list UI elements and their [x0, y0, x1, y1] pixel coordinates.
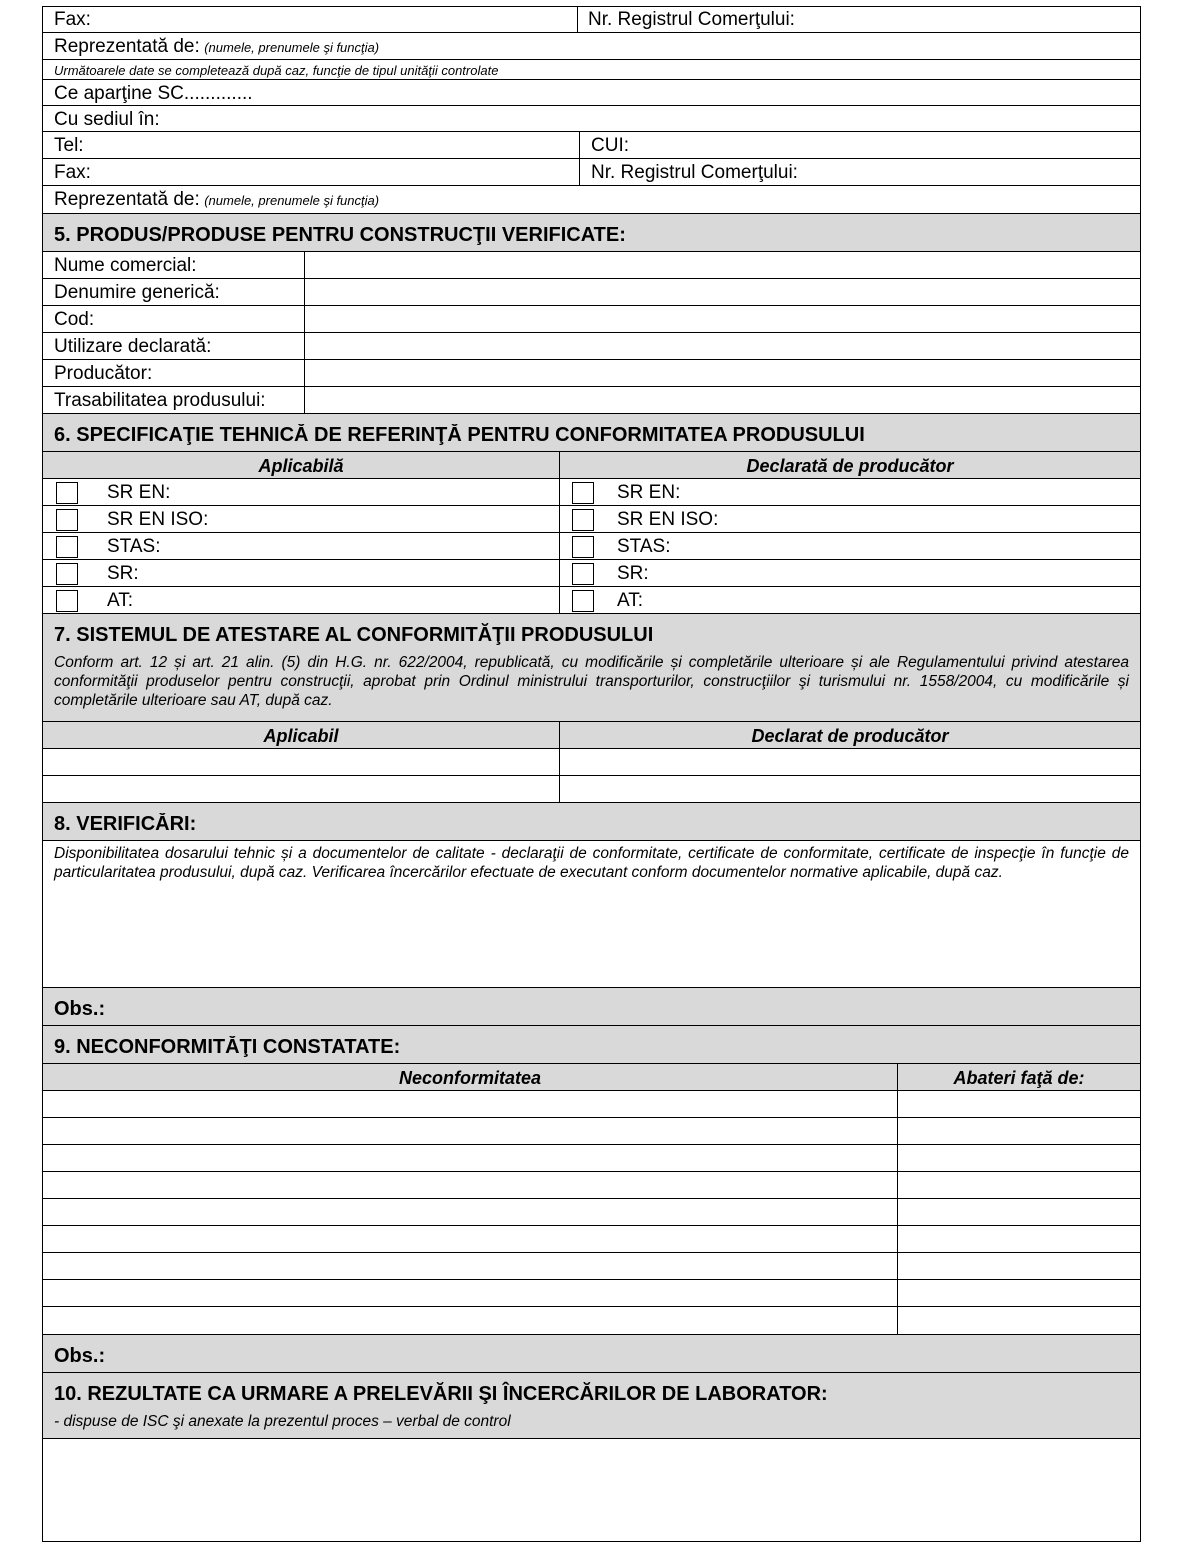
fax-row-2 — [43, 159, 1140, 186]
section10-title: 10. REZULTATE CA URMARE A PRELEVĂRII ŞI ÎNCERCĂRILOR DE LABORATOR: — [54, 1383, 828, 1405]
section7-column-headers — [43, 722, 1140, 749]
fax-label: Fax: — [54, 10, 91, 30]
standard-row — [43, 560, 1140, 587]
section9-title: 9. NECONFORMITĂŢI CONSTATATE: — [54, 1036, 401, 1058]
fax-label-2: Fax: — [54, 163, 91, 183]
nonconformity-cell[interactable] — [43, 1253, 897, 1279]
product-field-value[interactable] — [304, 387, 1140, 413]
checkbox-applicable[interactable] — [56, 482, 78, 504]
attestation-declared-cell[interactable] — [559, 749, 1140, 775]
nonconformity-row — [43, 1091, 1140, 1118]
checkbox-declared[interactable] — [572, 509, 594, 531]
standard-label: SR: — [107, 564, 139, 584]
section8-text: Disponibilitatea dosarului tehnic și a documentelor de calitate - declaraţii de conformitate, certificate de conformitate, certificate de inspecţie în funcţie de particularitatea produsului, după caz. Verificarea încercărilor efectuate de executant conform documentelor normative aplicabile, după caz. — [54, 845, 1129, 881]
declared-cell — [559, 479, 1140, 505]
section9-header — [43, 1026, 1140, 1064]
product-field-value[interactable] — [304, 360, 1140, 386]
deviation-cell[interactable] — [897, 1145, 1140, 1171]
product-field-row — [43, 252, 1140, 279]
product-field-value[interactable] — [304, 252, 1140, 278]
checkbox-declared[interactable] — [572, 563, 594, 585]
nonconformity-cell[interactable] — [43, 1145, 897, 1171]
standard-row — [43, 587, 1140, 614]
represented-row[interactable] — [43, 33, 1140, 60]
represented-text-2 — [54, 190, 379, 213]
standard-label: SR EN: — [617, 482, 681, 503]
section8-header — [43, 803, 1140, 841]
represented-row-2[interactable] — [43, 186, 1140, 214]
col-declared-cell — [559, 722, 1140, 748]
section6-title: 6. SPECIFICAŢIE TEHNICĂ DE REFERINŢĂ PENTRU CONFORMITATEA PRODUSULUI — [54, 424, 865, 446]
section9-obs[interactable] — [43, 1335, 1140, 1373]
declared-cell — [559, 587, 1140, 613]
nonconformity-row — [43, 1118, 1140, 1145]
deviation-cell[interactable] — [897, 1199, 1140, 1225]
section7-title: 7. SISTEMUL DE ATESTARE AL CONFORMITĂŢII PRODUSULUI — [54, 624, 654, 646]
standard-label: AT: — [617, 590, 644, 611]
declared-cell — [559, 506, 1140, 532]
nonconformity-cell[interactable] — [43, 1172, 897, 1198]
declared-cell — [559, 560, 1140, 586]
product-field-label: Utilizare declarată: — [54, 337, 212, 357]
section8-title: 8. VERIFICĂRI: — [54, 813, 197, 835]
represented-label-2: Reprezentată de: — [54, 190, 200, 210]
standard-label: SR EN: — [107, 483, 171, 503]
nonconformity-cell[interactable] — [43, 1199, 897, 1225]
standard-label: SR: — [617, 563, 649, 584]
product-field-row — [43, 360, 1140, 387]
deviation-cell[interactable] — [897, 1226, 1140, 1252]
checkbox-declared[interactable] — [572, 590, 594, 612]
standard-row — [43, 479, 1140, 506]
reg-com-label-2: Nr. Registrul Comerţului: — [591, 162, 798, 183]
standard-row — [43, 506, 1140, 533]
tel-label: Tel: — [54, 136, 84, 156]
deviation-cell[interactable] — [897, 1307, 1140, 1334]
nonconformity-row — [43, 1172, 1140, 1199]
standard-label: SR EN ISO: — [617, 509, 719, 530]
col-declared: Declarat de producător — [751, 726, 949, 746]
checkbox-declared[interactable] — [572, 482, 594, 504]
represented-label: Reprezentată de: — [54, 37, 200, 57]
product-field-label: Cod: — [54, 310, 95, 330]
col-declared-cell — [559, 452, 1140, 478]
verifications-area[interactable] — [43, 841, 1140, 988]
product-field-row — [43, 279, 1140, 306]
product-field-value[interactable] — [304, 333, 1140, 359]
attestation-declared-cell[interactable] — [559, 776, 1140, 802]
cui-label: CUI: — [591, 135, 629, 156]
attestation-applicable-cell[interactable] — [43, 776, 559, 802]
col-applicable: Aplicabilă — [258, 456, 344, 476]
standard-label: STAS: — [107, 537, 161, 557]
lab-results-area[interactable] — [43, 1439, 1140, 1541]
checkbox-applicable[interactable] — [56, 536, 78, 558]
section10-header — [43, 1373, 1140, 1439]
checkbox-applicable[interactable] — [56, 509, 78, 531]
col-declared: Declarată de producător — [746, 456, 954, 476]
note-row — [43, 60, 1140, 80]
belongs-row[interactable] — [43, 80, 1140, 106]
standard-label: AT: — [107, 591, 134, 611]
section9-column-headers — [43, 1064, 1140, 1091]
represented-note: (numele, prenumele şi funcţia) — [204, 40, 380, 55]
deviation-cell[interactable] — [897, 1091, 1140, 1117]
nonconformity-cell[interactable] — [43, 1307, 897, 1334]
col-applicable: Aplicabil — [263, 726, 339, 746]
product-field-row — [43, 333, 1140, 360]
checkbox-applicable[interactable] — [56, 563, 78, 585]
nonconformity-row — [43, 1253, 1140, 1280]
control-report-form — [42, 6, 1141, 1542]
declared-cell — [559, 533, 1140, 559]
seat-row[interactable] — [43, 106, 1140, 132]
reg-com-cell-2[interactable] — [579, 159, 1140, 185]
standard-row — [43, 533, 1140, 560]
note-text: Următoarele date se completează după caz, funcţie de tipul unităţii controlate — [54, 63, 499, 78]
reg-com-cell[interactable] — [577, 7, 1140, 32]
represented-text — [54, 37, 379, 59]
product-field-row — [43, 387, 1140, 414]
nonconformity-cell[interactable] — [43, 1091, 897, 1117]
section7-header — [43, 614, 1140, 722]
nonconformity-row — [43, 1226, 1140, 1253]
checkbox-applicable[interactable] — [56, 590, 78, 612]
section6-column-headers — [43, 452, 1140, 479]
cui-cell[interactable] — [579, 132, 1140, 158]
attestation-row — [43, 749, 1140, 776]
col-deviations: Abateri faţă de: — [953, 1068, 1085, 1088]
belongs-label: Ce aparţine SC............. — [54, 84, 253, 104]
section5-header — [43, 214, 1140, 252]
section8-obs[interactable] — [43, 988, 1140, 1026]
col-deviations-cell — [897, 1064, 1140, 1090]
product-field-value[interactable] — [304, 279, 1140, 305]
product-field-label: Nume comercial: — [54, 256, 197, 276]
represented-note-2: (numele, prenumele şi funcţia) — [204, 193, 380, 208]
nonconformity-row — [43, 1199, 1140, 1226]
product-field-label: Producător: — [54, 364, 153, 384]
section5-title: 5. PRODUS/PRODUSE PENTRU CONSTRUCŢII VERIFICATE: — [54, 224, 626, 246]
tel-row — [43, 132, 1140, 159]
nonconformity-cell[interactable] — [43, 1280, 897, 1306]
seat-label: Cu sediul în: — [54, 110, 160, 130]
nonconformity-row — [43, 1145, 1140, 1172]
product-field-row — [43, 306, 1140, 333]
nonconformity-cell[interactable] — [43, 1118, 897, 1144]
col-nonconformity: Neconformitatea — [398, 1068, 542, 1088]
product-field-label: Denumire generică: — [54, 283, 220, 303]
attestation-applicable-cell[interactable] — [43, 749, 559, 775]
standard-label: STAS: — [617, 536, 671, 557]
attestation-row — [43, 776, 1140, 803]
deviation-cell[interactable] — [897, 1172, 1140, 1198]
checkbox-declared[interactable] — [572, 536, 594, 558]
product-field-value[interactable] — [304, 306, 1140, 332]
fax-row — [43, 7, 1140, 33]
section7-text: Conform art. 12 și art. 21 alin. (5) din H.G. nr. 622/2004, republicată, cu modificările și completările ulterioare și ale Regulamentului privind atestarea conformităţii produselor pentru construcţii, aprobat prin Ordinul ministrului transporturilor, construcţiilor şi turismului nr. 1558/2004, cu modificările și completările ulterioare sau AT, după caz. — [54, 654, 1129, 709]
nonconformity-row — [43, 1307, 1140, 1335]
section10-subtitle: - dispuse de ISC şi anexate la prezentul proces – verbal de control — [54, 1413, 511, 1430]
section6-header — [43, 414, 1140, 452]
standard-label: SR EN ISO: — [107, 510, 209, 530]
obs-label: Obs.: — [54, 1345, 106, 1367]
deviation-cell[interactable] — [897, 1253, 1140, 1279]
nonconformity-cell[interactable] — [43, 1226, 897, 1252]
product-field-label: Trasabilitatea produsului: — [54, 391, 266, 411]
deviation-cell[interactable] — [897, 1118, 1140, 1144]
obs-label: Obs.: — [54, 998, 106, 1020]
nonconformity-row — [43, 1280, 1140, 1307]
reg-com-label: Nr. Registrul Comerţului: — [588, 9, 795, 30]
deviation-cell[interactable] — [897, 1280, 1140, 1306]
